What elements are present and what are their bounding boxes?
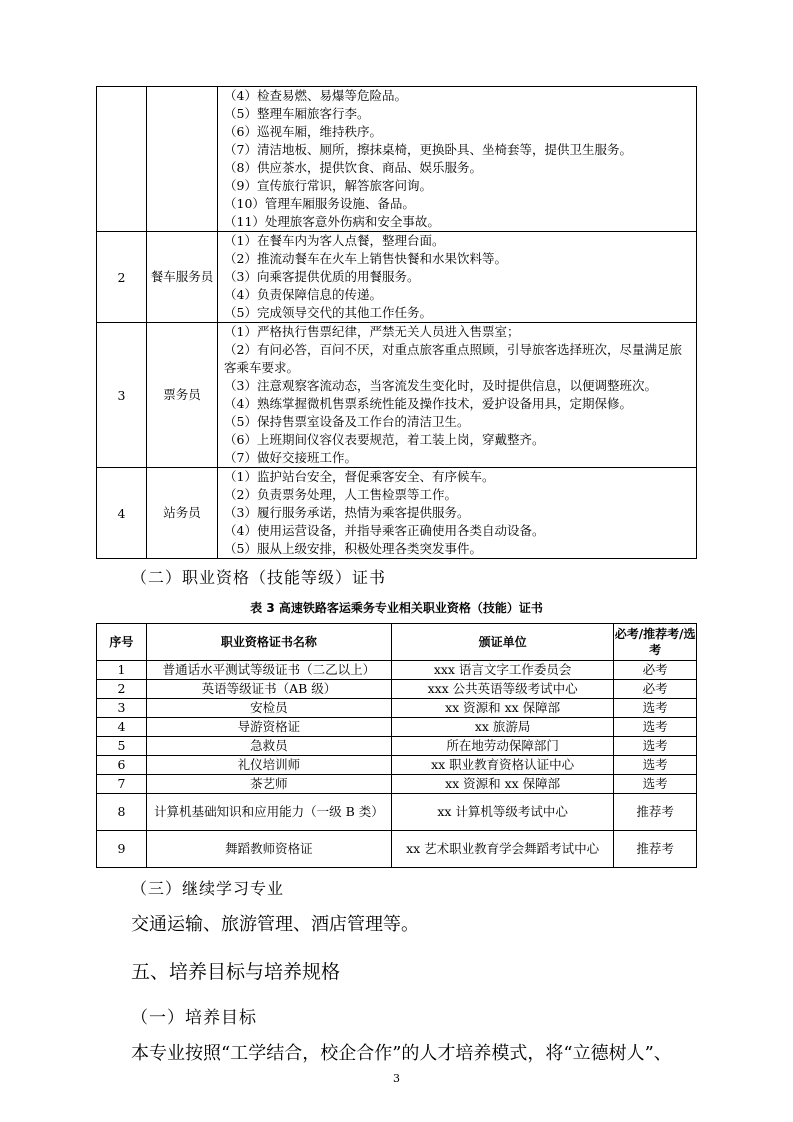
table-cell: 普通话水平测试等级证书（二乙以上）: [146, 661, 391, 680]
table-cell: xx 职业教育资格认证中心: [392, 756, 614, 775]
table-cell: xxx 公共英语等级考试中心: [392, 680, 614, 699]
table-cell: 选考: [614, 775, 697, 794]
role-cell: 站务员: [147, 468, 218, 559]
table-row: [97, 756, 697, 775]
table-caption: 表 3 高速铁路客运乘务专业相关职业资格（技能）证书: [250, 601, 543, 615]
table-cell: 急救员: [146, 737, 391, 756]
table-cell: 6: [97, 756, 147, 775]
section-heading-certificates: （二）职业资格（技能等级）证书: [131, 568, 387, 587]
duty-item: （6）巡视车厢，维持秩序。: [224, 124, 382, 139]
duty-item: （3）注意观察客流动态，当客流发生变化时，及时提供信息，以便调整班次。: [224, 378, 657, 393]
table-row: [97, 87, 697, 232]
table-row: [97, 468, 697, 559]
duty-item: （10）管理车厢服务设施、备品。: [224, 196, 415, 211]
table-row: [97, 232, 697, 323]
row-number: 3: [97, 323, 147, 468]
table-cell: 英语等级证书（AB 级）: [146, 680, 391, 699]
duty-item: （5）保持售票室设备及工作台的清洁卫生。: [224, 414, 470, 429]
duty-item: （6）上班期间仪容仪表要规范，着工装上岗，穿戴整齐。: [224, 432, 545, 447]
column-header: 颁证单位: [392, 624, 614, 661]
duty-item: （7）清洁地板、厕所，擦抹桌椅，更换卧具、坐椅套等，提供卫生服务。: [224, 142, 632, 157]
table-row: [97, 661, 697, 680]
section-heading-goal: （一）培养目标: [131, 1008, 257, 1028]
table-cell: 5: [97, 737, 147, 756]
table-cell: 4: [97, 718, 147, 737]
column-header: 序号: [97, 624, 147, 661]
table-cell: 1: [97, 661, 147, 680]
table-cell: 2: [97, 680, 147, 699]
duty-item: （5）整理车厢旅客行李。: [224, 106, 370, 121]
row-number: 4: [97, 468, 147, 559]
table-cell: 推荐考: [614, 794, 697, 831]
table-cell: 茶艺师: [146, 775, 391, 794]
duty-item: （1）在餐车内为客人点餐，整理台面。: [224, 233, 445, 248]
table-cell: 选考: [614, 699, 697, 718]
duty-item: （4）熟练掌握微机售票系统性能及操作技术，爱护设备用具，定期保修。: [224, 396, 632, 411]
duty-item: （9）宣传旅行常识，解答旅客问询。: [224, 178, 432, 193]
table-cell: 舞蹈教师资格证: [146, 831, 391, 868]
table-row: [97, 699, 697, 718]
duty-item: （1）严格执行售票纪律，严禁无关人员进入售票室；: [224, 324, 520, 339]
duty-item: （4）检查易燃、易爆等危险品。: [224, 88, 407, 103]
duty-item: （7）做好交接班工作。: [224, 450, 357, 465]
duty-item: （3）履行服务承诺，热情为乘客提供服务。: [224, 505, 470, 520]
certificate-table: [96, 623, 697, 868]
page-number: 3: [393, 1072, 400, 1085]
column-header: 职业资格证书名称: [146, 624, 391, 661]
table-cell: 必考: [614, 661, 697, 680]
table-cell: 安检员: [146, 699, 391, 718]
table-cell: 所在地劳动保障部门: [392, 737, 614, 756]
table-cell: 9: [97, 831, 147, 868]
section-heading-five: 五、培养目标与培养规格: [131, 961, 341, 983]
duty-list: [218, 87, 697, 232]
table-row: [97, 794, 697, 831]
duty-item: （2）推流动餐车在火车上销售快餐和水果饮料等。: [224, 251, 507, 266]
duty-item: （2）有问必答，百问不厌，对重点旅客重点照顾，引导旅客选择班次，尽量满足旅客乘车要求。: [224, 342, 682, 375]
continue-text: 交通运输、旅游管理、酒店管理等。: [131, 914, 419, 935]
role-cell: [147, 87, 218, 232]
table-cell: 导游资格证: [146, 718, 391, 737]
table-cell: 7: [97, 775, 147, 794]
table-header-row: [97, 624, 697, 661]
table-cell: 选考: [614, 756, 697, 775]
duty-list: [218, 323, 697, 468]
table-cell: xx 资源和 xx 保障部: [392, 775, 614, 794]
table-cell: 必考: [614, 680, 697, 699]
table-row: [97, 718, 697, 737]
table-cell: 礼仪培训师: [146, 756, 391, 775]
table-cell: xx 资源和 xx 保障部: [392, 699, 614, 718]
table-cell: 计算机基础知识和应用能力（一级 B 类）: [146, 794, 391, 831]
duty-item: （5）服从上级安排，积极处理各类突发事件。: [224, 541, 482, 556]
duty-item: （3）向乘客提供优质的用餐服务。: [224, 269, 420, 284]
duty-list: [218, 468, 697, 559]
table-row: [97, 680, 697, 699]
duty-item: （2）负责票务处理，人工售检票等工作。: [224, 487, 457, 502]
row-number: 2: [97, 232, 147, 323]
table-row: [97, 775, 697, 794]
table-cell: xx 艺术职业教育学会舞蹈考试中心: [392, 831, 614, 868]
duty-item: （4）使用运营设备，并指导乘客正确使用各类自动设备。: [224, 523, 545, 538]
table-cell: xx 计算机等级考试中心: [392, 794, 614, 831]
table-cell: 推荐考: [614, 831, 697, 868]
column-header: 必考/推荐考/选考: [614, 624, 697, 661]
role-cell: 餐车服务员: [147, 232, 218, 323]
duty-item: （1）监护站台安全，督促乘客安全、有序候车。: [224, 469, 495, 484]
duty-item: （5）完成领导交代的其他工作任务。: [224, 305, 432, 320]
table-cell: xx 旅游局: [392, 718, 614, 737]
duty-list: [218, 232, 697, 323]
duties-table: [96, 86, 697, 559]
role-cell: 票务员: [147, 323, 218, 468]
duty-item: （4）负责保障信息的传递。: [224, 287, 382, 302]
table-row: [97, 737, 697, 756]
duty-item: （8）供应茶水，提供饮食、商品、娱乐服务。: [224, 160, 482, 175]
table-cell: 选考: [614, 737, 697, 756]
section-heading-continue: （三）继续学习专业: [131, 879, 285, 898]
row-number: [97, 87, 147, 232]
goal-text: 本专业按照“工学结合，校企合作”的人才培养模式，将“立德树人”、: [131, 1043, 672, 1064]
table-cell: 选考: [614, 718, 697, 737]
table-cell: 3: [97, 699, 147, 718]
duty-item: （11）处理旅客意外伤病和安全事故。: [224, 214, 440, 229]
table-row: [97, 831, 697, 868]
table-row: [97, 323, 697, 468]
table-cell: xxx 语言文字工作委员会: [392, 661, 614, 680]
table-cell: 8: [97, 794, 147, 831]
